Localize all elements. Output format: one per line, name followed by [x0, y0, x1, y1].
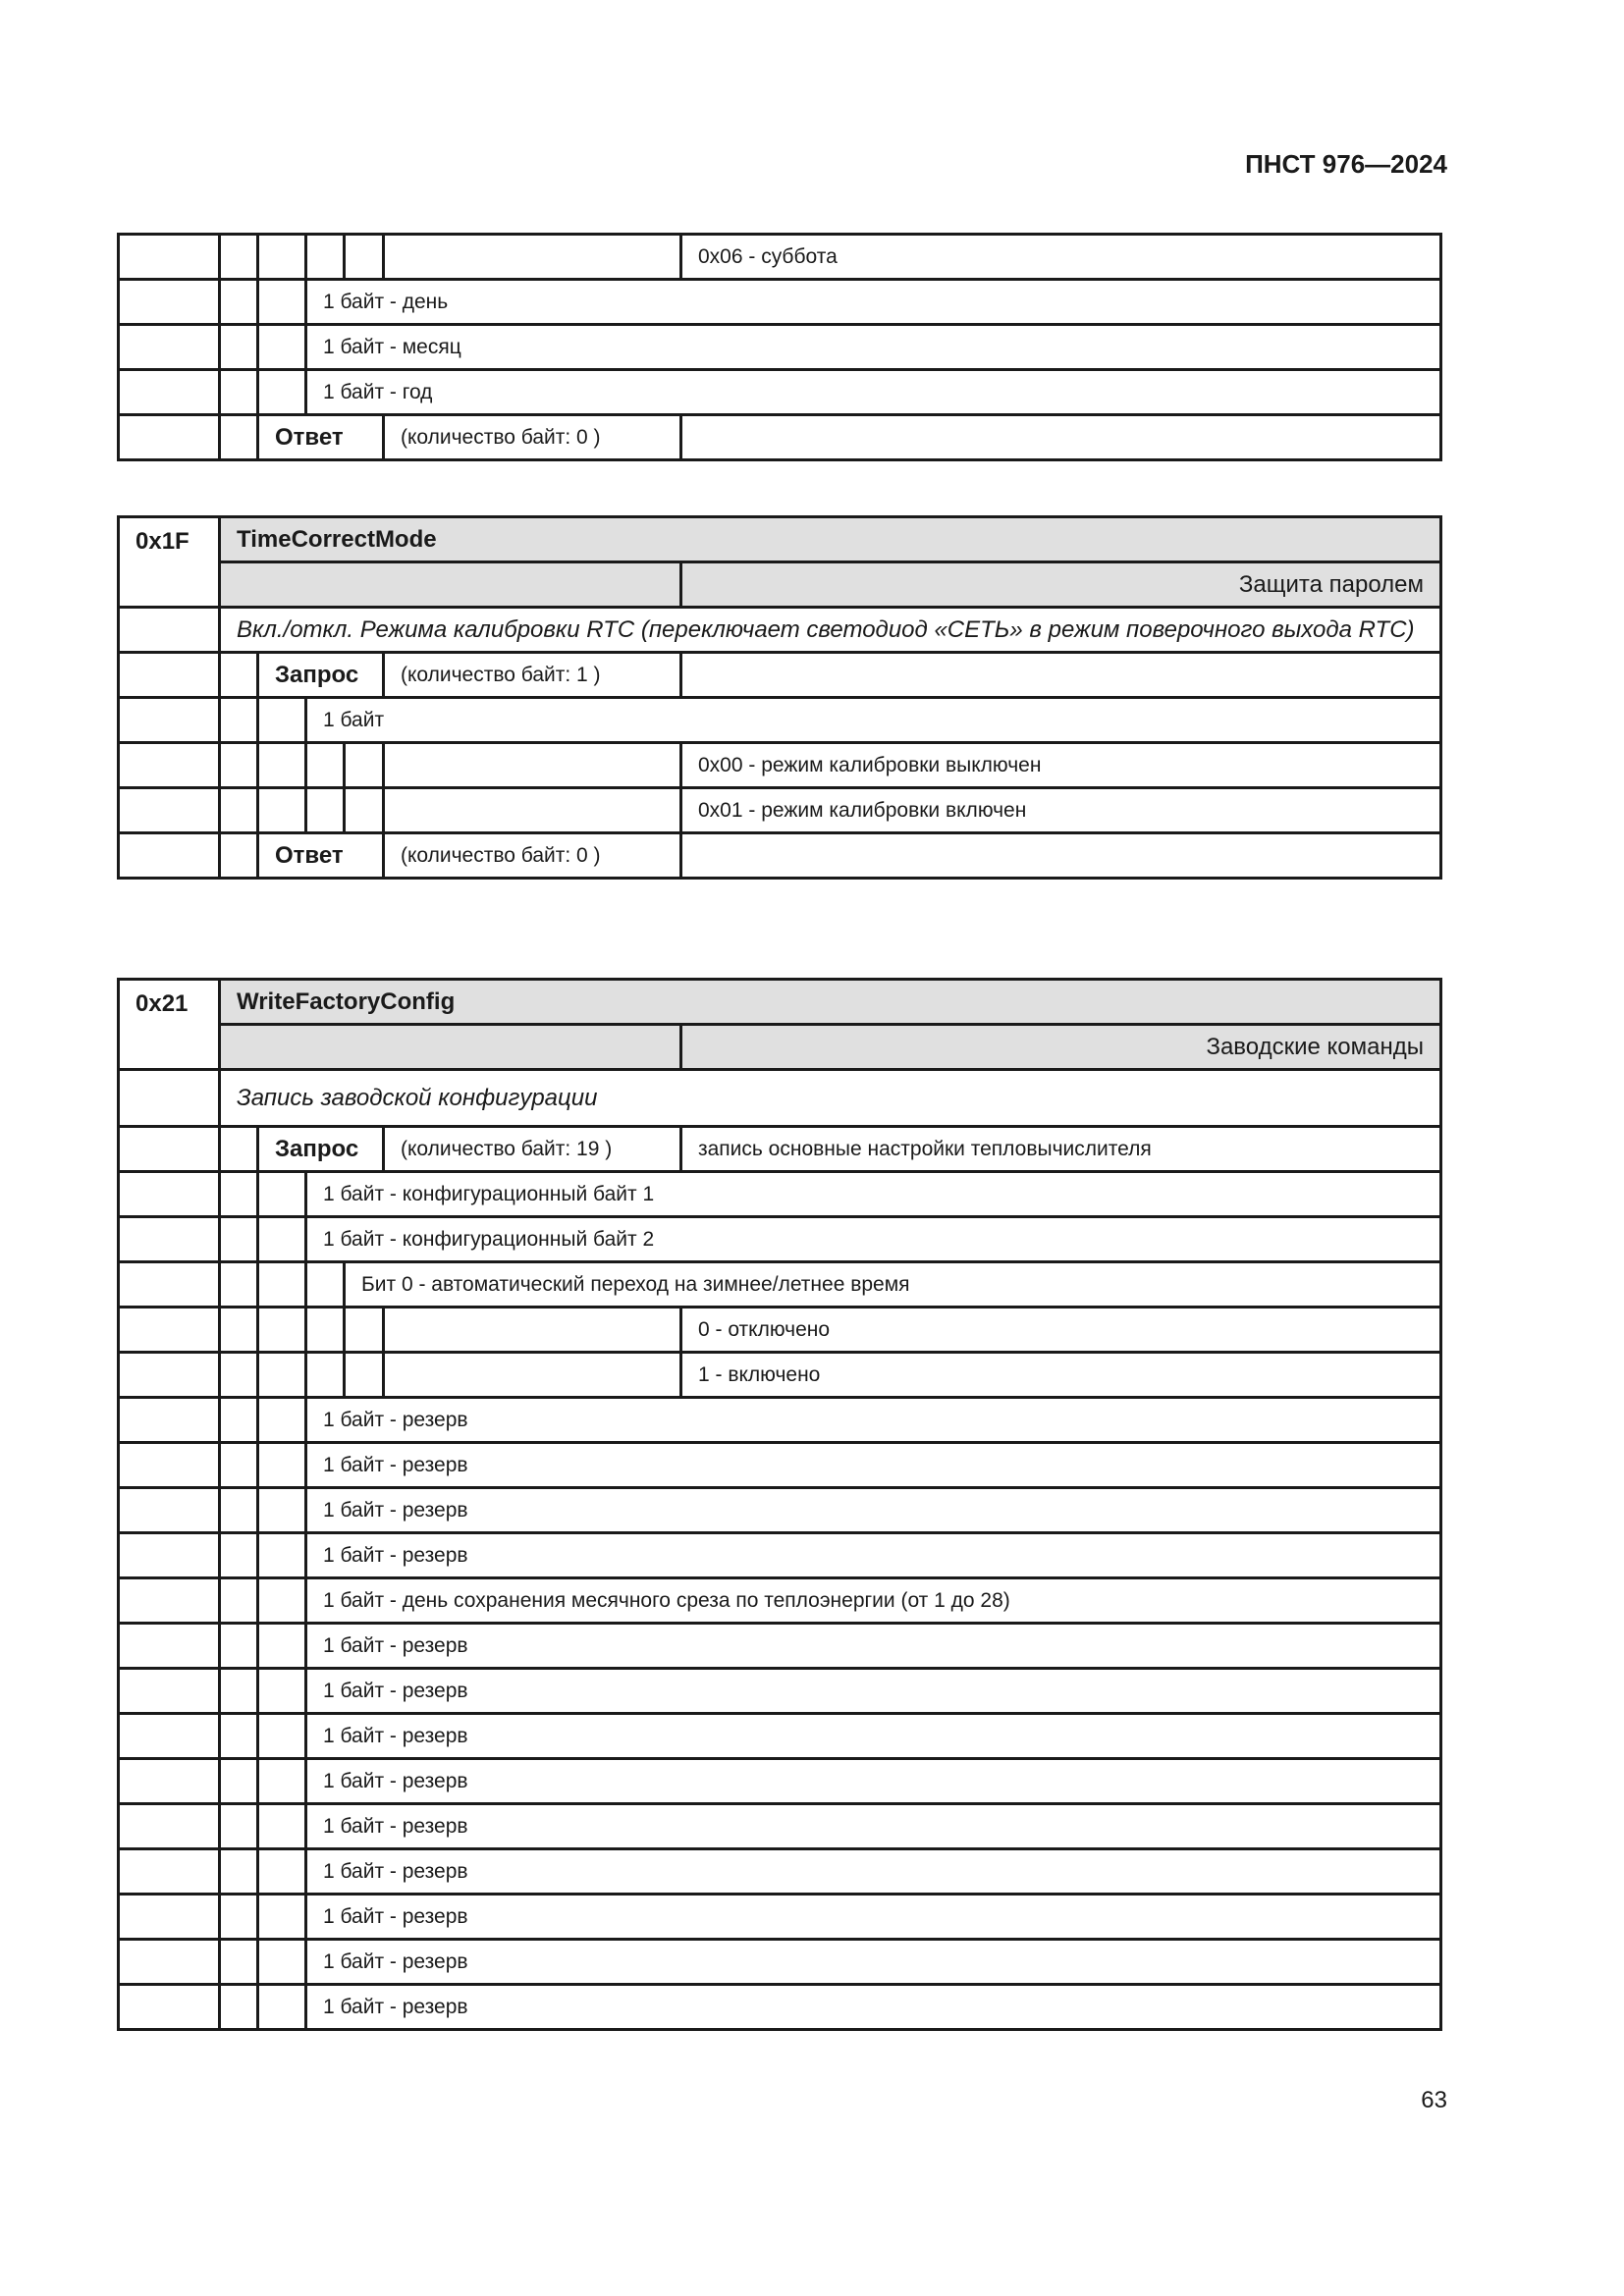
command-name: TimeCorrectMode — [220, 517, 1441, 562]
byte-cell: 1 байт - конфигурационный байт 1 — [306, 1172, 1441, 1217]
table-row — [119, 833, 1441, 879]
access-level: Защита паролем — [681, 562, 1441, 608]
answer-label: Ответ — [258, 415, 384, 460]
byte-cell: 1 байт - год — [306, 370, 1441, 415]
byte-cell: 1 байт - резерв — [306, 1624, 1441, 1669]
byte-cell: 1 байт - резерв — [306, 1533, 1441, 1578]
command-table-0x1f — [117, 515, 1442, 880]
value-cell: 1 - включено — [681, 1353, 1441, 1398]
command-description: Вкл./откл. Режима калибровки RTC (переключает светодиод «СЕТЬ» в режим поверочного выхода RTC) — [220, 608, 1441, 653]
byte-cell: 1 байт - месяц — [306, 325, 1441, 370]
byte-cell: 1 байт - конфигурационный байт 2 — [306, 1217, 1441, 1262]
continued-table — [117, 233, 1442, 461]
table-row — [119, 1940, 1441, 1985]
table-row — [119, 1849, 1441, 1895]
table-row — [119, 1714, 1441, 1759]
byte-cell: 1 байт - резерв — [306, 1804, 1441, 1849]
command-table-0x21 — [117, 978, 1442, 2031]
table-row — [119, 370, 1441, 415]
table-row — [119, 980, 1441, 1025]
table-row — [119, 1127, 1441, 1172]
table-row — [119, 1895, 1441, 1940]
table-row — [119, 1262, 1441, 1308]
answer-bytes: (количество байт: 0 ) — [384, 833, 681, 879]
table-row — [119, 517, 1441, 562]
answer-label: Ответ — [258, 833, 384, 879]
table-row — [119, 788, 1441, 833]
byte-cell: 1 байт — [306, 698, 1441, 743]
request-label: Запрос — [258, 1127, 384, 1172]
table-row — [119, 415, 1441, 460]
table-row — [119, 1070, 1441, 1127]
table-row — [119, 1217, 1441, 1262]
byte-cell: 1 байт - резерв — [306, 1488, 1441, 1533]
table-row — [119, 1025, 1441, 1070]
byte-cell: 1 байт - резерв — [306, 1895, 1441, 1940]
table-row — [119, 280, 1441, 325]
request-bytes: (количество байт: 1 ) — [384, 653, 681, 698]
table-row — [119, 1985, 1441, 2030]
table-row — [119, 1533, 1441, 1578]
request-note: запись основные настройки тепловычислителя — [681, 1127, 1441, 1172]
command-description: Запись заводской конфигурации — [220, 1070, 1441, 1127]
request-bytes: (количество байт: 19 ) — [384, 1127, 681, 1172]
request-label: Запрос — [258, 653, 384, 698]
byte-cell: 1 байт - резерв — [306, 1398, 1441, 1443]
table-row — [119, 653, 1441, 698]
table-row — [119, 1308, 1441, 1353]
bit-cell: Бит 0 - автоматический переход на зимнее/летнее время — [345, 1262, 1441, 1308]
table-row — [119, 1443, 1441, 1488]
byte-cell: 1 байт - резерв — [306, 1985, 1441, 2030]
command-code: 0x1F — [119, 517, 220, 608]
table-row — [119, 1488, 1441, 1533]
value-cell: 0x01 - режим калибровки включен — [681, 788, 1441, 833]
byte-cell: 1 байт - день сохранения месячного среза по теплоэнергии (от 1 до 28) — [306, 1578, 1441, 1624]
table-row — [119, 743, 1441, 788]
command-code: 0x21 — [119, 980, 220, 1070]
byte-cell: 1 байт - резерв — [306, 1849, 1441, 1895]
byte-cell: 1 байт - резерв — [306, 1669, 1441, 1714]
table-row — [119, 1353, 1441, 1398]
table-row — [119, 1172, 1441, 1217]
command-name: WriteFactoryConfig — [220, 980, 1441, 1025]
table-row — [119, 1624, 1441, 1669]
table-row — [119, 1578, 1441, 1624]
value-cell: 0 - отключено — [681, 1308, 1441, 1353]
byte-cell: 1 байт - день — [306, 280, 1441, 325]
table-row — [119, 698, 1441, 743]
table-row — [119, 235, 1441, 280]
table-row — [119, 562, 1441, 608]
byte-cell: 1 байт - резерв — [306, 1759, 1441, 1804]
table-row — [119, 1669, 1441, 1714]
byte-cell: 1 байт - резерв — [306, 1714, 1441, 1759]
answer-bytes: (количество байт: 0 ) — [384, 415, 681, 460]
byte-cell: 1 байт - резерв — [306, 1940, 1441, 1985]
byte-cell: 1 байт - резерв — [306, 1443, 1441, 1488]
access-level: Заводские команды — [681, 1025, 1441, 1070]
page-number: 63 — [1421, 2087, 1447, 2113]
table-row — [119, 1759, 1441, 1804]
document-code: ПНСТ 976—2024 — [1245, 149, 1447, 179]
value-cell: 0x06 - суббота — [681, 235, 1441, 280]
table-row — [119, 608, 1441, 653]
table-row — [119, 1398, 1441, 1443]
table-row — [119, 1804, 1441, 1849]
value-cell: 0x00 - режим калибровки выключен — [681, 743, 1441, 788]
table-row — [119, 325, 1441, 370]
